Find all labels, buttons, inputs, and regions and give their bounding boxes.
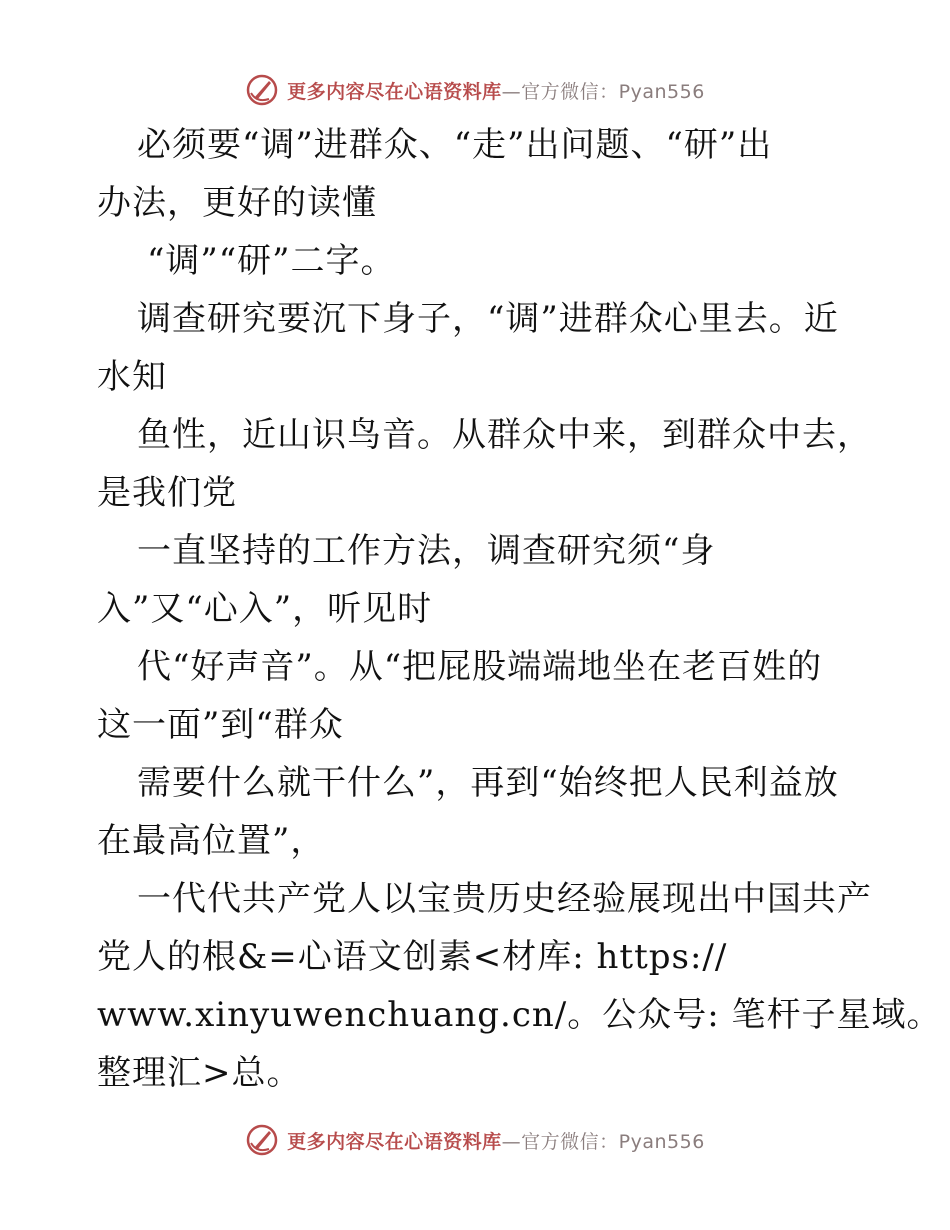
paragraph-line: 入”又“心入”，听见时 <box>97 589 433 629</box>
paragraph-line: 一代代共产党人以宝贵历史经验展现出中国共产 <box>137 879 872 919</box>
quill-pen-logo-icon <box>245 73 279 107</box>
quill-pen-logo-icon <box>245 1123 279 1157</box>
banner-sub-text: 官方微信：Pyan556 <box>521 1130 705 1153</box>
paragraph-line: 在最高位置”， <box>97 821 326 861</box>
header-banner-text <box>287 77 705 104</box>
banner-main-text: 更多内容尽在心语资料库 <box>287 1130 502 1153</box>
banner-main-text: 更多内容尽在心语资料库 <box>287 80 502 103</box>
header-banner <box>0 70 950 110</box>
footer-banner <box>0 1120 950 1160</box>
banner-dash: — <box>501 1130 522 1153</box>
footer-banner-text <box>287 1127 705 1154</box>
paragraph-line: 一直坚持的工作方法，调查研究须“身 <box>137 531 716 571</box>
paragraph-line: 办法，更好的读懂 <box>97 183 377 223</box>
paragraph-line: 必须要“调”进群众、“走”出问题、“研”出 <box>137 125 773 165</box>
paragraph-line: 需要什么就干什么”，再到“始终把人民利益放 <box>137 763 839 803</box>
paragraph-line: 整理汇>总。 <box>97 1053 302 1093</box>
banner-sub-text: 官方微信：Pyan556 <box>521 80 705 103</box>
paragraph-line: “调”“研”二字。 <box>147 241 396 281</box>
paragraph-line: 这一面”到“群众 <box>97 705 344 745</box>
paragraph-line: www.xinyuwenchuang.cn/。公众号: 笔杆子星域。 <box>97 995 942 1035</box>
banner-dash: — <box>501 80 522 103</box>
paragraph-line: 鱼性，近山识鸟音。从群众中来，到群众中去， <box>137 415 872 455</box>
paragraph-line: 水知 <box>97 357 167 397</box>
paragraph-line: 代“好声音”。从“把屁股端端地坐在老百姓的 <box>137 647 823 687</box>
paragraph-line: 调查研究要沉下身子，“调”进群众心里去。近 <box>137 299 839 339</box>
paragraph-line: 是我们党 <box>97 473 237 513</box>
paragraph-line: 党人的根&=心语文创素<材库: https:// <box>97 937 728 977</box>
document-body <box>97 116 942 1102</box>
